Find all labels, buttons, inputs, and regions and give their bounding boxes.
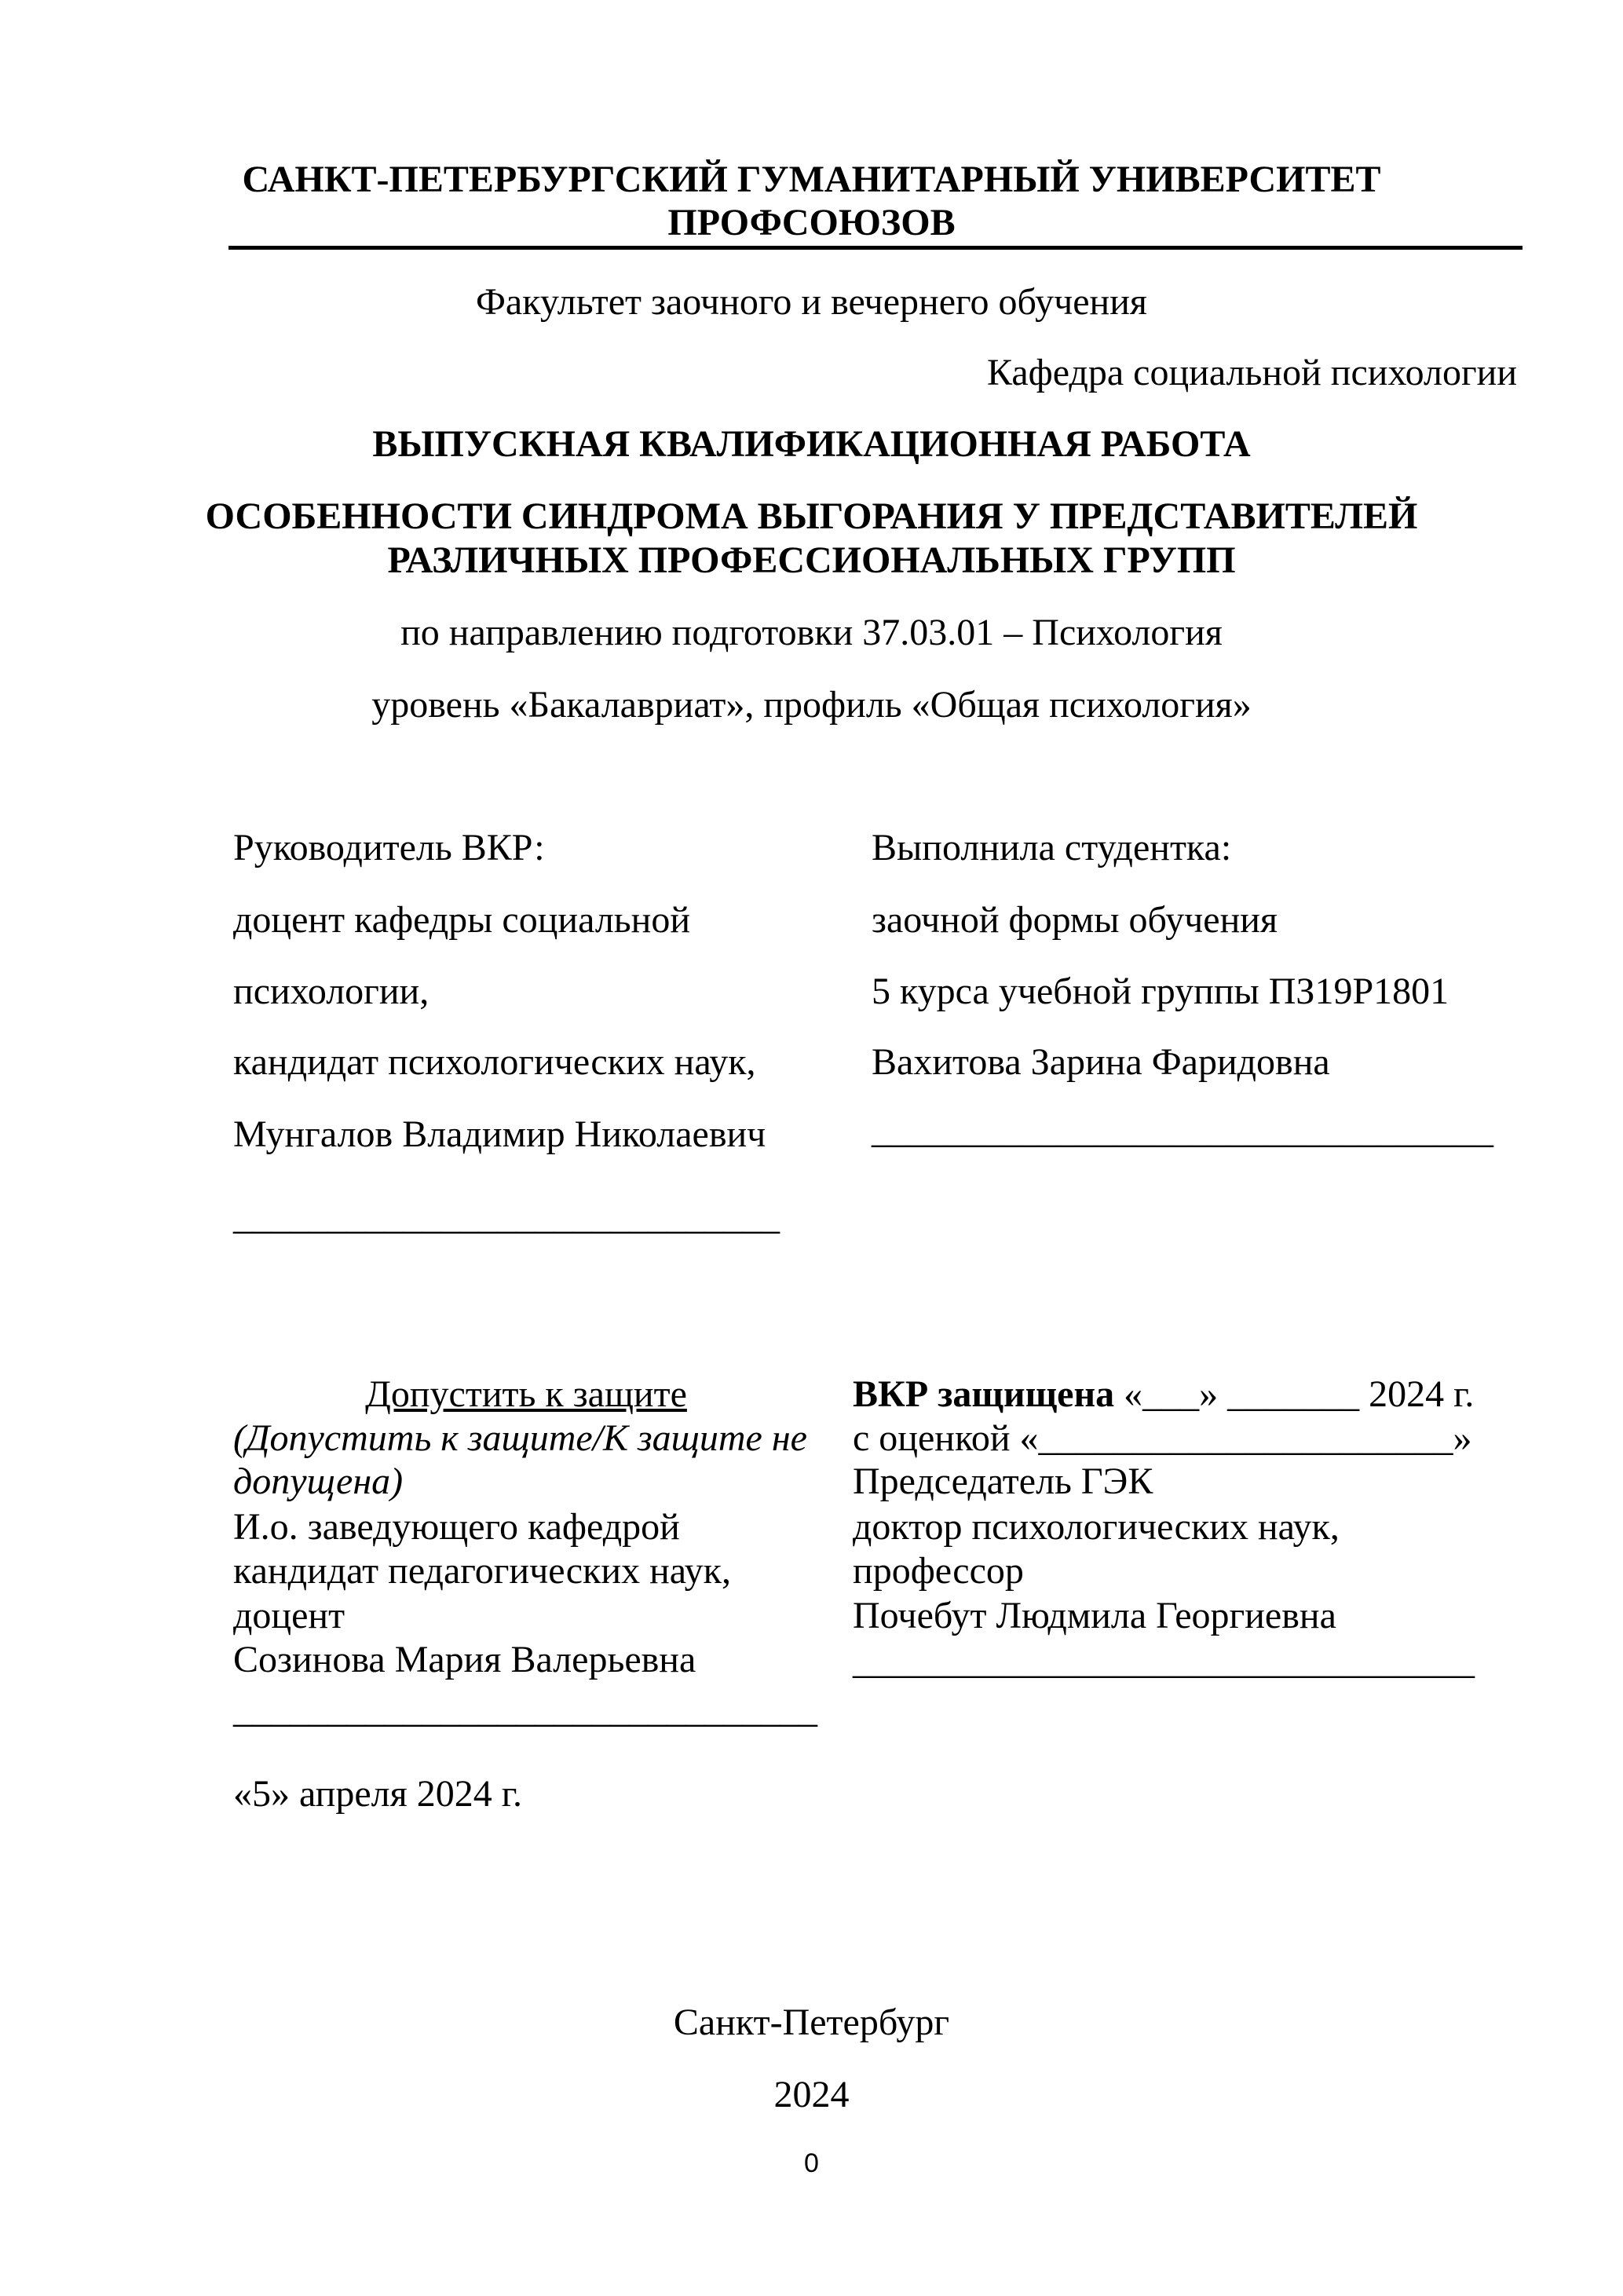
header-rule: [228, 246, 1522, 250]
defense-signature-line: _________________________________: [853, 1640, 1475, 1682]
admission-line: И.о. заведующего кафедрой: [233, 1506, 680, 1548]
supervisor-line: психологии,: [233, 971, 430, 1012]
student-line: 5 курса учебной группы ПЗ19Р1801: [872, 971, 1449, 1012]
work-type: ВЫПУСКНАЯ КВАЛИФИКАЦИОННАЯ РАБОТА: [372, 423, 1251, 465]
student-label: Выполнила студентка:: [872, 827, 1232, 868]
admission-line: доцент: [233, 1595, 345, 1636]
direction: по направлению подготовки 37.03.01 – Психология: [400, 612, 1223, 653]
admission-note: допущена): [233, 1461, 404, 1502]
defense-date: «___» _______ 2024 г.: [1124, 1373, 1475, 1415]
defense-line: доктор психологических наук,: [853, 1506, 1340, 1548]
student-line: заочной формы обучения: [872, 899, 1278, 941]
defense-line: профессор: [853, 1550, 1024, 1592]
admission-line: кандидат педагогических наук,: [233, 1550, 731, 1592]
admission-date: «5» апреля 2024 г.: [233, 1773, 522, 1815]
defense-grade: с оценкой «______________________»: [853, 1417, 1472, 1459]
defense-label: ВКР защищена: [853, 1373, 1115, 1415]
admission-heading: Допустить к защите: [365, 1373, 687, 1415]
defense-name: Почебут Людмила Георгиевна: [853, 1595, 1336, 1636]
year: 2024: [773, 2074, 850, 2115]
topic-line2: РАЗЛИЧНЫХ ПРОФЕССИОНАЛЬНЫХ ГРУПП: [387, 539, 1236, 581]
faculty: Факультет заочного и вечернего обучения: [476, 281, 1147, 323]
department: Кафедра социальной психологии: [986, 352, 1517, 393]
city: Санкт-Петербург: [673, 2002, 950, 2043]
supervisor-name: Мунгалов Владимир Николаевич: [233, 1113, 766, 1155]
defense-line: Председатель ГЭК: [853, 1461, 1153, 1502]
level-profile: уровень «Бакалавриат», профиль «Общая психология»: [371, 684, 1252, 726]
student-name: Вахитова Зарина Фаридовна: [872, 1041, 1330, 1083]
admission-name: Созинова Мария Валерьевна: [233, 1639, 696, 1680]
university-name-line2: ПРОФСОЮЗОВ: [667, 202, 956, 243]
admission-note: (Допустить к защите/К защите не: [233, 1417, 807, 1459]
supervisor-line: кандидат психологических наук,: [233, 1041, 756, 1083]
supervisor-signature-line: _____________________________: [233, 1196, 780, 1238]
topic-line1: ОСОБЕННОСТИ СИНДРОМА ВЫГОРАНИЯ У ПРЕДСТАВИТЕЛЕЙ: [205, 495, 1418, 537]
supervisor-line: доцент кафедры социальной: [233, 899, 691, 941]
admission-signature-line: _______________________________: [233, 1689, 817, 1731]
university-name-line1: САНКТ-ПЕТЕРБУРГСКИЙ ГУМАНИТАРНЫЙ УНИВЕРСИТЕТ: [242, 159, 1381, 200]
supervisor-label: Руководитель ВКР:: [233, 827, 545, 868]
student-signature-line: _________________________________: [872, 1110, 1493, 1151]
page-number: 0: [804, 2148, 819, 2178]
defense-date-line: [853, 1373, 1474, 1417]
